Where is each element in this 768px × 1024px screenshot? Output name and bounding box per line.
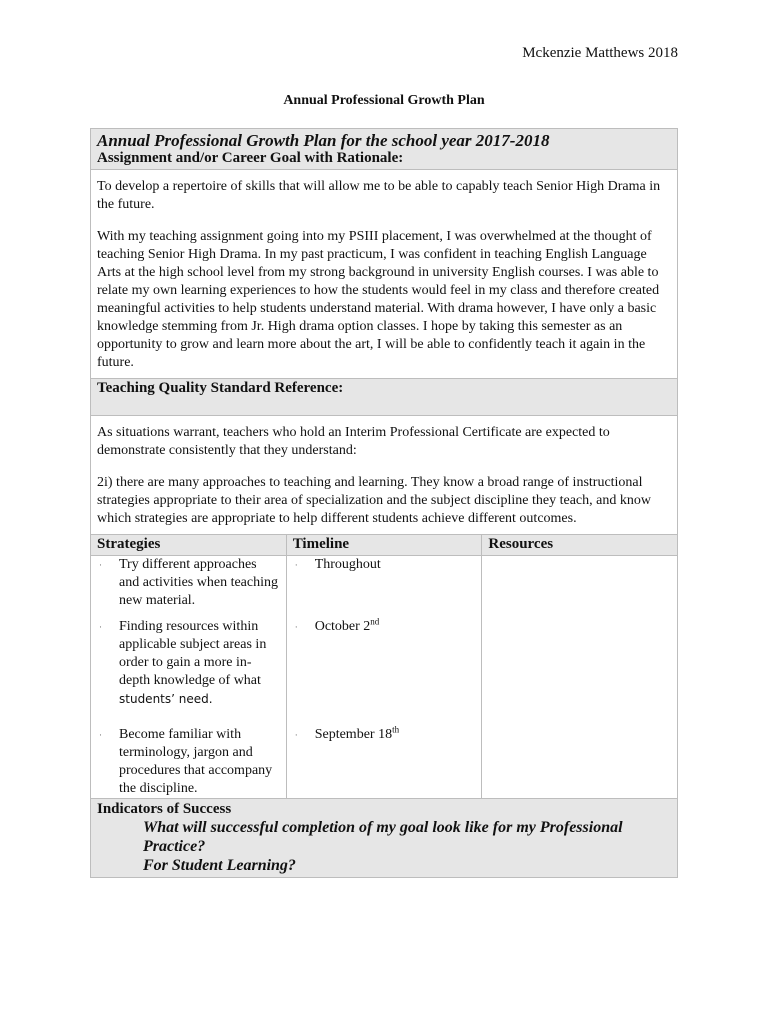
timeline-item: · Throughout [294, 557, 381, 572]
tqs-heading: Teaching Quality Standard Reference: [97, 380, 344, 396]
timeline-item: · October 2nd [294, 616, 380, 634]
strategy-item: · Try different approaches and activities when teaching new material. [99, 557, 278, 608]
bullet-icon: · [99, 560, 102, 570]
tqs-paragraph: As situations warrant, teachers who hold an Interim Professional Certificate are expected to demonstrate consistently that they understand: [97, 425, 610, 458]
growth-plan-table [90, 128, 678, 878]
resources-column-header: Resources [482, 535, 678, 556]
indicators-heading: Indicators of Success [97, 801, 232, 817]
strategies-cell [91, 556, 287, 799]
bullet-icon: · [99, 730, 102, 740]
tqs-heading-cell [91, 379, 678, 416]
bullet-icon: · [99, 622, 102, 632]
timeline-column-header: Timeline [286, 535, 482, 556]
bullet-icon: · [294, 730, 298, 740]
bullet-icon: · [294, 622, 298, 632]
strategy-item: · Become familiar with terminology, jargon and procedures that accompany the discipline. [99, 727, 273, 796]
indicators-question: For Student Learning? [143, 857, 296, 874]
strategies-column-header: Strategies [91, 535, 287, 556]
indicators-cell [91, 799, 678, 878]
strategy-item: · Finding resources within applicable subject areas in order to gain a more in-depth knowledge of what students’ need. [99, 619, 267, 706]
resources-cell [482, 556, 678, 799]
bullet-icon: · [294, 560, 298, 570]
goal-paragraph: To develop a repertoire of skills that will allow me to be able to capably teach Senior High Drama in the future. [97, 179, 661, 212]
goal-rationale-cell [91, 170, 678, 379]
plan-header-cell [91, 129, 678, 170]
timeline-cell [286, 556, 482, 799]
timeline-item: · September 18th [294, 724, 400, 742]
tqs-paragraph: 2i) there are many approaches to teaching and learning. They know a broad range of instructional strategies appropriate to their area of specialization and the subject discipline they teach, and know which strategies are appropriate to help different students achieve different outcomes. [97, 475, 651, 526]
author-header: Mckenzie Matthews 2018 [522, 45, 678, 61]
strategy-tail: students’ need. [119, 692, 213, 706]
indicators-question: What will successful completion of my goal look like for my Professional Practice? [143, 819, 623, 855]
document-title: Annual Professional Growth Plan [283, 93, 485, 108]
goal-paragraph: With my teaching assignment going into my PSIII placement, I was overwhelmed at the thought of teaching Senior High Drama. In my past practicum, I was confident in teaching English Language Arts at the high school level from my strong background in university English courses. I was able to relate my own learning experiences to how the students would feel in my class and therefore created meaningful activities to help students understand material. With drama however, I have only a basic knowledge stemming from Jr. High drama option classes. I hope by taking this semester as an opportunity to grow and learn more about the art, I will be able to confidently teach it again in the future. [97, 229, 660, 370]
plan-heading: Annual Professional Growth Plan for the school year 2017-2018 [97, 131, 550, 150]
goal-heading: Assignment and/or Career Goal with Rationale: [97, 150, 404, 166]
tqs-cell [91, 416, 678, 535]
